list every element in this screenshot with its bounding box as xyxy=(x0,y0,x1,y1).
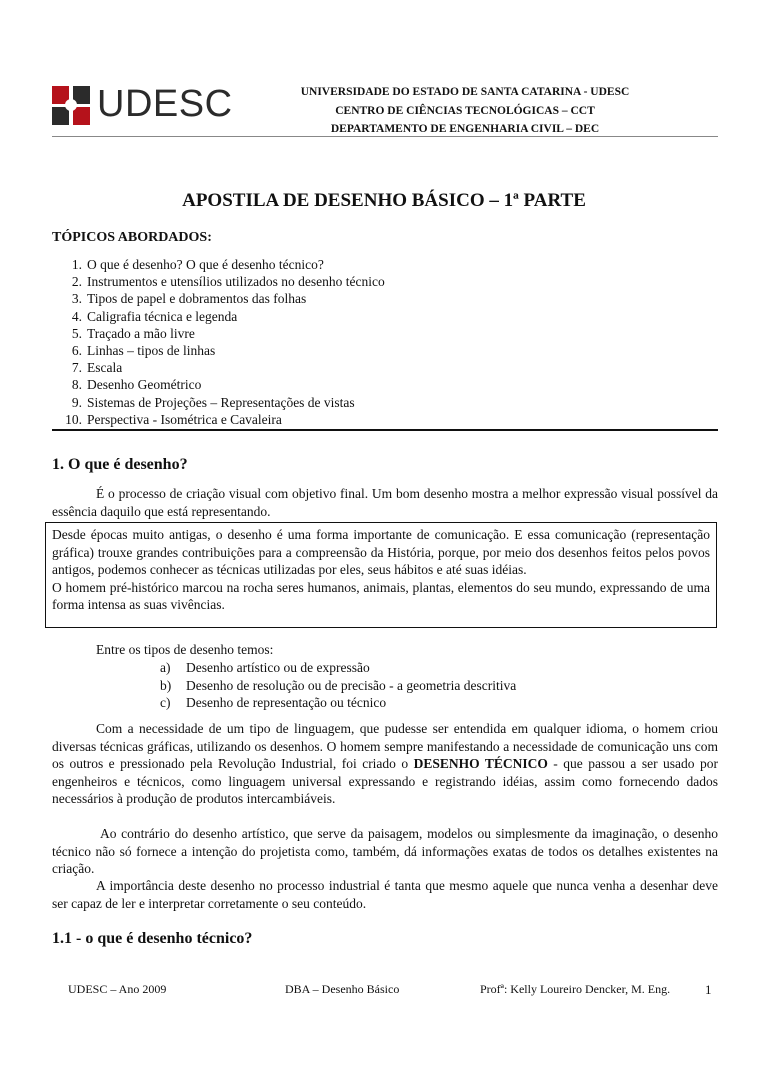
footer-left: UDESC – Ano 2009 xyxy=(68,982,167,996)
list-item: 9. Sistemas de Projeções – Representações de vistas xyxy=(71,394,355,410)
importance-paragraph: A importância deste desenho no processo industrial é tanta que mesmo aquele que nunca venha a desenhar deve ser capaz de ler e interpretar corretamente o seu conteúdo. xyxy=(52,878,718,911)
technical-drawing-term: DESENHO TÉCNICO xyxy=(413,756,548,771)
types-list xyxy=(160,659,516,712)
page-number: 1 xyxy=(705,982,712,997)
topics-heading: TÓPICOS ABORDADOS: xyxy=(52,230,212,245)
list-item: 3. Tipos de papel e dobramentos das folhas xyxy=(71,291,307,307)
technical-drawing-paragraph: Com a necessidade de um tipo de linguagem, que pudesse ser entendida em qualquer idioma, o homem criou diversas técnicas gráficas, utilizando os desenhos. O homem sempre manifestando a necessidade de comunicação uns com os outros e pressionado pela Revolução Industrial, foi criado o DESENHO TÉCNICO - que passou a ser usado por engenheiros e técnicos, como linguagem universal expressando e registrando idéias, assim como fornecendo dados necessários à produção de produtos intercambiáveis. xyxy=(52,721,718,806)
section-1-heading: 1. O que é desenho? xyxy=(52,456,188,473)
list-item: 1. O que é desenho? O que é desenho técnico? xyxy=(71,257,324,272)
footer-center: DBA – Desenho Básico xyxy=(285,982,400,996)
types-intro: Entre os tipos de desenho temos: xyxy=(96,642,274,657)
footer-right: Profª: Kelly Loureiro Dencker, M. Eng. xyxy=(480,982,671,996)
history-paragraph-2: O homem pré-histórico marcou na rocha seres humanos, animais, plantas, elementos do seu mundo, expressando de uma forma intensa as suas vivências. xyxy=(52,579,710,612)
list-item: b) Desenho de resolução ou de precisão - a geometria descritiva xyxy=(160,677,517,693)
udesc-logo xyxy=(52,83,233,128)
section-1-1-heading: 1.1 - o que é desenho técnico? xyxy=(52,930,253,947)
document-title: APOSTILA DE DESENHO BÁSICO – 1ª PARTE xyxy=(182,190,586,211)
institution-line-2: CENTRO DE CIÊNCIAS TECNOLÓGICAS – CCT xyxy=(335,105,595,117)
history-paragraph-1: Desde épocas muito antigas, o desenho é uma forma importante de comunicação. E essa comunicação (representação gráfica) trouxe grandes contribuições para a compreensão da História, porque, por meio dos desenhos feitos pelos povos antigos, podemos conhecer as técnicas utilizadas por eles, seus hábitos e até suas idéias. xyxy=(52,527,710,577)
section-1-intro: É o processo de criação visual com objetivo final. Um bom desenho mostra a melhor expressão visual possível da essência daquilo que está representando. xyxy=(52,486,718,519)
list-item: c) Desenho de representação ou técnico xyxy=(160,695,387,710)
list-item: 7. Escala xyxy=(71,360,123,376)
list-item: a) Desenho artístico ou de expressão xyxy=(160,660,370,675)
list-item: 2. Instrumentos e utensílios utilizados no desenho técnico xyxy=(71,274,385,290)
udesc-logo-icon xyxy=(52,84,92,126)
history-box xyxy=(45,522,717,628)
artistic-contrast-paragraph: Ao contrário do desenho artístico, que serve da paisagem, modelos ou simplesmente da imaginação, o desenho técnico não só fornece a intenção do projetista como, também, dá informações exatas de todos os detalhes existentes na criação. xyxy=(52,826,718,876)
institution-line-3: DEPARTAMENTO DE ENGENHARIA CIVIL – DEC xyxy=(330,123,600,135)
header-divider xyxy=(52,136,718,137)
list-item: 8. Desenho Geométrico xyxy=(71,377,202,393)
topics-divider xyxy=(52,429,718,431)
list-item: 4. Caligrafia técnica e legenda xyxy=(71,308,238,324)
topics-list xyxy=(52,256,718,428)
list-item: 10. Perspectiva - Isométrica e Cavaleira xyxy=(65,411,282,427)
list-item: 6. Linhas – tipos de linhas xyxy=(71,342,216,358)
institution-line-1: UNIVERSIDADE DO ESTADO DE SANTA CATARINA - UDESC xyxy=(300,86,630,98)
logo-text: UDESC xyxy=(97,83,233,125)
list-item: 5. Traçado a mão livre xyxy=(71,325,195,341)
